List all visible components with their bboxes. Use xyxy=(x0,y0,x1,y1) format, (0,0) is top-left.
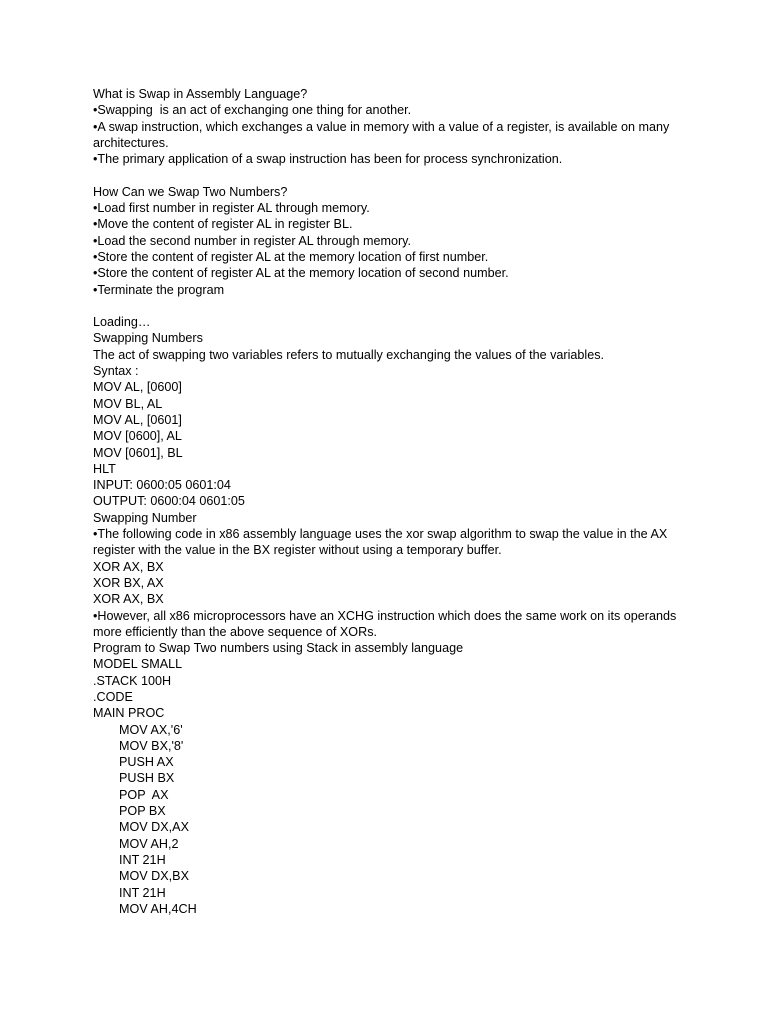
code-line: XOR BX, AX xyxy=(93,575,164,590)
code-line: XOR AX, BX xyxy=(93,559,164,574)
description-text: The act of swapping two variables refers to mutually exchanging the values of the variables. xyxy=(93,347,605,362)
code-line: POP AX xyxy=(119,787,169,802)
spacer xyxy=(93,298,693,314)
code-line: MOV BL, AL xyxy=(93,396,163,411)
code-line: MOV AH,2 xyxy=(119,836,179,851)
section-stack-program xyxy=(93,640,693,917)
section-heading: Program to Swap Two numbers using Stack in assembly language xyxy=(93,641,464,656)
code-line: MAIN PROC xyxy=(93,706,165,721)
section-how-to-swap xyxy=(93,184,693,298)
code-line: INT 21H xyxy=(119,852,166,867)
code-line: PUSH BX xyxy=(119,771,175,786)
code-line: XOR AX, BX xyxy=(93,592,164,607)
section-swapping-numbers xyxy=(93,314,693,510)
code-line: MOV BX,'8' xyxy=(119,738,184,753)
section-xor-swap xyxy=(93,510,693,640)
section-heading: What is Swap in Assembly Language? xyxy=(93,87,308,101)
syntax-label: Syntax : xyxy=(93,364,139,379)
code-line: MOV AH,4CH xyxy=(119,901,197,916)
bullet-item: •Terminate the program xyxy=(93,282,225,297)
section-heading: How Can we Swap Two Numbers? xyxy=(93,184,288,199)
bullet-item: •Store the content of register AL at the memory location of first number. xyxy=(93,249,489,264)
section-heading: Swapping Number xyxy=(93,510,197,525)
section-swap-intro xyxy=(93,86,693,167)
code-line: MOV AL, [0601] xyxy=(93,412,182,427)
bullet-item: •However, all x86 microprocessors have an XCHG instruction which does the same work on its operands more efficiently than the above sequence of XORs. xyxy=(93,608,680,639)
bullet-item: •The primary application of a swap instruction has been for process synchronization. xyxy=(93,152,563,167)
code-line: HLT xyxy=(93,461,116,476)
bullet-item: •The following code in x86 assembly language uses the xor swap algorithm to swap the value in the AX register with the value in the BX register without using a temporary buffer. xyxy=(93,527,671,558)
code-line: PUSH AX xyxy=(119,755,174,770)
input-line: INPUT: 0600:05 0601:04 xyxy=(93,478,231,493)
code-line: MOV DX,BX xyxy=(119,869,189,884)
bullet-item: •Store the content of register AL at the memory location of second number. xyxy=(93,266,509,281)
code-line: MOV DX,AX xyxy=(119,820,189,835)
code-line: MOV [0600], AL xyxy=(93,429,182,444)
output-line: OUTPUT: 0600:04 0601:05 xyxy=(93,494,245,509)
bullet-item: •A swap instruction, which exchanges a value in memory with a value of a register, is available on many architectures. xyxy=(93,119,673,150)
bullet-item: •Swapping is an act of exchanging one thing for another. xyxy=(93,103,412,118)
document-page xyxy=(93,86,693,917)
code-line: MOV AL, [0600] xyxy=(93,380,182,395)
code-line: POP BX xyxy=(119,804,166,819)
code-line: .STACK 100H xyxy=(93,673,172,688)
section-heading: Swapping Numbers xyxy=(93,331,203,346)
code-line: MOV AX,'6' xyxy=(119,722,183,737)
spacer xyxy=(93,167,693,183)
bullet-item: •Move the content of register AL in register BL. xyxy=(93,217,353,232)
code-line: INT 21H xyxy=(119,885,166,900)
loading-text: Loading… xyxy=(93,315,151,330)
code-line: MODEL SMALL xyxy=(93,657,183,672)
code-line: MOV [0601], BL xyxy=(93,445,183,460)
code-line: .CODE xyxy=(93,689,133,704)
bullet-item: •Load the second number in register AL through memory. xyxy=(93,233,412,248)
bullet-item: •Load first number in register AL through memory. xyxy=(93,201,370,216)
